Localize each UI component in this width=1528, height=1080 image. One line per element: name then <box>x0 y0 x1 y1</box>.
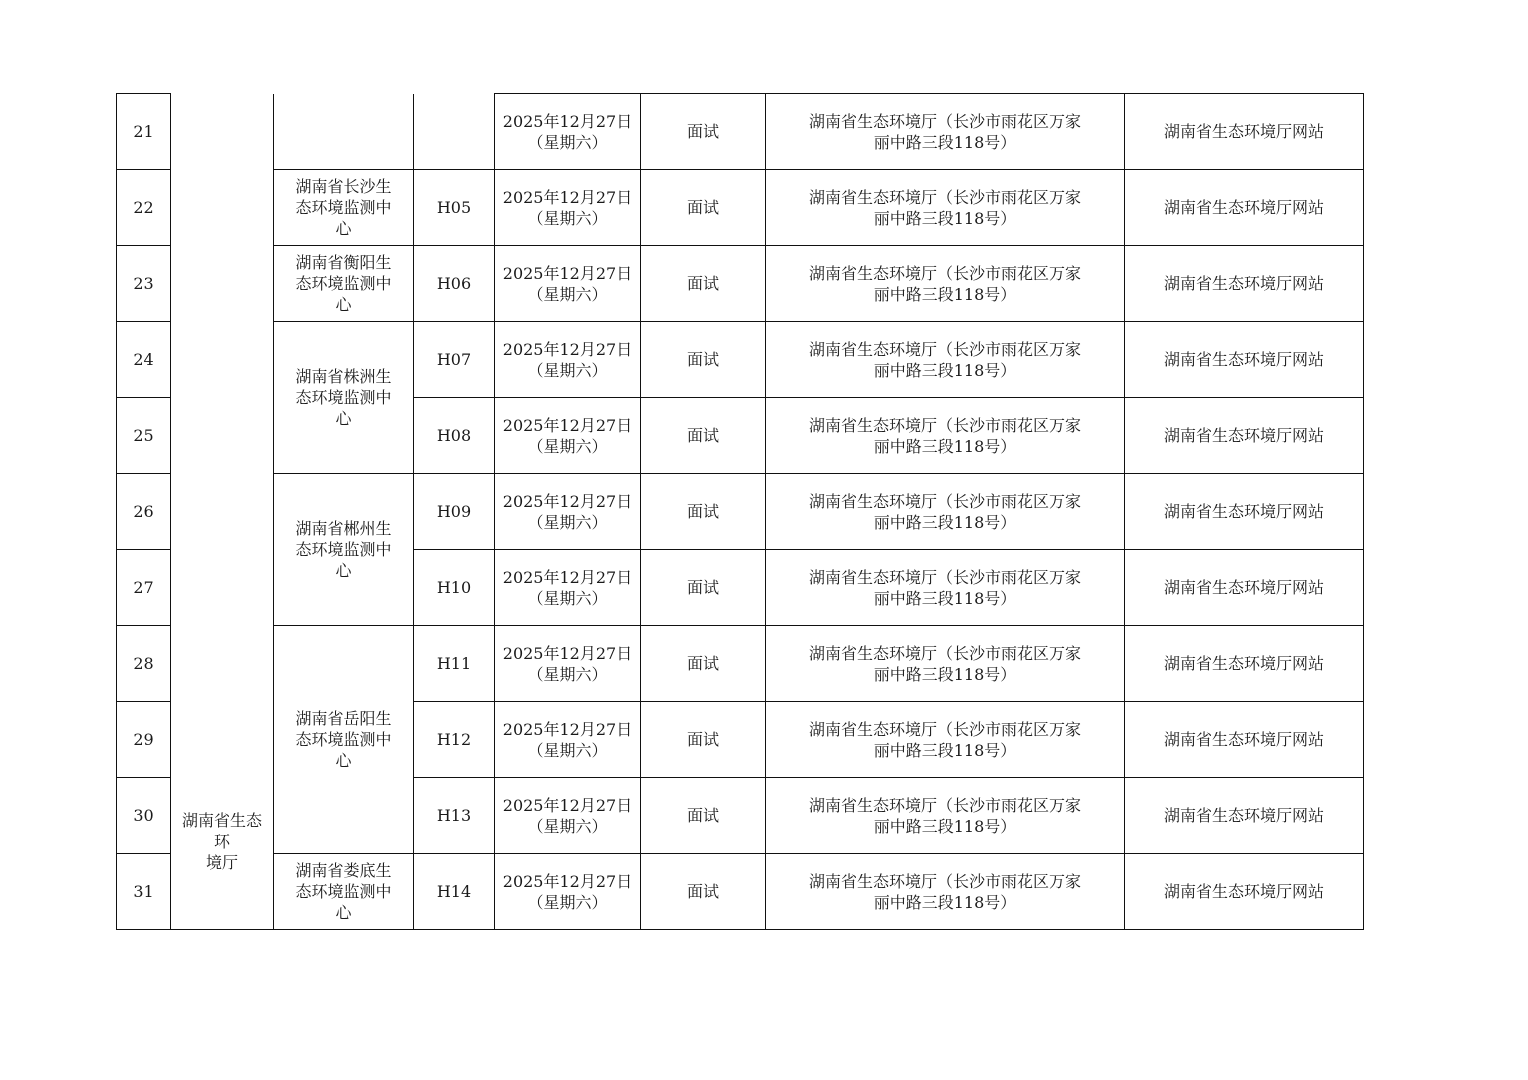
exam-location-cell <box>766 474 1125 550</box>
unit-cell <box>274 322 414 474</box>
position-code: H12 <box>414 702 495 778</box>
exam-weekday: （星期六） <box>527 512 608 532</box>
exam-location-line-2: 丽中路三段118号） <box>873 664 1017 684</box>
position-code <box>414 94 495 170</box>
exam-weekday: （星期六） <box>527 208 608 228</box>
exam-type: 面试 <box>641 626 766 702</box>
department-cell <box>171 94 274 930</box>
notice-website: 湖南省生态环境厅网站 <box>1125 322 1364 398</box>
exam-location-line-1: 湖南省生态环境厅（长沙市雨花区万家 <box>808 263 1081 283</box>
exam-weekday: （星期六） <box>527 436 608 456</box>
exam-location-line-1: 湖南省生态环境厅（长沙市雨花区万家 <box>808 567 1081 587</box>
exam-type: 面试 <box>641 702 766 778</box>
exam-location-cell <box>766 702 1125 778</box>
notice-website: 湖南省生态环境厅网站 <box>1125 94 1364 170</box>
unit-name-line-1: 湖南省娄底生 <box>295 861 392 880</box>
unit-name-line-2: 态环境监测中 <box>295 198 392 217</box>
notice-website: 湖南省生态环境厅网站 <box>1125 626 1364 702</box>
row-number: 22 <box>117 170 171 246</box>
position-code: H08 <box>414 398 495 474</box>
exam-location-line-1: 湖南省生态环境厅（长沙市雨花区万家 <box>808 871 1081 891</box>
exam-location-line-1: 湖南省生态环境厅（长沙市雨花区万家 <box>808 795 1081 815</box>
row-number: 31 <box>117 854 171 930</box>
exam-location-cell <box>766 626 1125 702</box>
position-code: H11 <box>414 626 495 702</box>
exam-date: 2025年12月27日 <box>502 871 633 891</box>
unit-name-line-2: 态环境监测中 <box>295 882 392 901</box>
exam-weekday: （星期六） <box>527 816 608 836</box>
exam-date-cell <box>495 246 641 322</box>
table-body <box>117 94 1364 930</box>
exam-location-cell <box>766 170 1125 246</box>
exam-location-line-1: 湖南省生态环境厅（长沙市雨花区万家 <box>808 111 1081 131</box>
exam-date: 2025年12月27日 <box>502 491 633 511</box>
exam-type: 面试 <box>641 170 766 246</box>
unit-cell <box>274 170 414 246</box>
notice-website: 湖南省生态环境厅网站 <box>1125 246 1364 322</box>
exam-location-line-1: 湖南省生态环境厅（长沙市雨花区万家 <box>808 339 1081 359</box>
exam-date: 2025年12月27日 <box>502 719 633 739</box>
unit-name-line-2: 态环境监测中 <box>295 730 392 749</box>
row-number: 30 <box>117 778 171 854</box>
exam-location-line-1: 湖南省生态环境厅（长沙市雨花区万家 <box>808 719 1081 739</box>
position-code: H13 <box>414 778 495 854</box>
exam-date: 2025年12月27日 <box>502 111 633 131</box>
row-number: 25 <box>117 398 171 474</box>
exam-location-cell <box>766 550 1125 626</box>
exam-date: 2025年12月27日 <box>502 187 633 207</box>
notice-website: 湖南省生态环境厅网站 <box>1125 550 1364 626</box>
exam-date-cell <box>495 398 641 474</box>
unit-cell <box>274 474 414 626</box>
exam-location-cell <box>766 246 1125 322</box>
exam-location-line-2: 丽中路三段118号） <box>873 132 1017 152</box>
unit-cell <box>274 626 414 854</box>
row-number: 26 <box>117 474 171 550</box>
notice-website: 湖南省生态环境厅网站 <box>1125 398 1364 474</box>
unit-cell <box>274 854 414 930</box>
exam-type: 面试 <box>641 94 766 170</box>
table-row <box>117 322 1364 398</box>
unit-name-line-3: 心 <box>335 903 352 922</box>
exam-date-cell <box>495 474 641 550</box>
exam-date-cell <box>495 702 641 778</box>
unit-name-line-1: 湖南省株洲生 <box>295 367 392 386</box>
exam-date: 2025年12月27日 <box>502 795 633 815</box>
row-number: 21 <box>117 94 171 170</box>
unit-name-line-1: 湖南省岳阳生 <box>295 709 392 728</box>
department-name-line-2: 境厅 <box>205 853 238 872</box>
position-code: H09 <box>414 474 495 550</box>
exam-weekday: （星期六） <box>527 360 608 380</box>
exam-weekday: （星期六） <box>527 664 608 684</box>
exam-weekday: （星期六） <box>527 132 608 152</box>
exam-location-line-1: 湖南省生态环境厅（长沙市雨花区万家 <box>808 491 1081 511</box>
unit-name-line-2: 态环境监测中 <box>295 540 392 559</box>
unit-name-line-3: 心 <box>335 561 352 580</box>
exam-date-cell <box>495 322 641 398</box>
unit-name-line-2: 态环境监测中 <box>295 388 392 407</box>
exam-weekday: （星期六） <box>527 740 608 760</box>
exam-location-line-2: 丽中路三段118号） <box>873 512 1017 532</box>
notice-website: 湖南省生态环境厅网站 <box>1125 170 1364 246</box>
row-number: 23 <box>117 246 171 322</box>
exam-location-line-2: 丽中路三段118号） <box>873 892 1017 912</box>
table-row <box>117 474 1364 550</box>
exam-date-cell <box>495 778 641 854</box>
exam-location-line-2: 丽中路三段118号） <box>873 360 1017 380</box>
exam-location-line-2: 丽中路三段118号） <box>873 588 1017 608</box>
exam-location-line-2: 丽中路三段118号） <box>873 740 1017 760</box>
unit-name-line-1: 湖南省衡阳生 <box>295 253 392 272</box>
exam-location-line-1: 湖南省生态环境厅（长沙市雨花区万家 <box>808 187 1081 207</box>
row-number: 27 <box>117 550 171 626</box>
unit-name-line-1: 湖南省郴州生 <box>295 519 392 538</box>
exam-weekday: （星期六） <box>527 588 608 608</box>
unit-name-line-3: 心 <box>335 219 352 238</box>
exam-type: 面试 <box>641 474 766 550</box>
table-row <box>117 854 1364 930</box>
exam-location-line-2: 丽中路三段118号） <box>873 284 1017 304</box>
exam-type: 面试 <box>641 550 766 626</box>
exam-type: 面试 <box>641 398 766 474</box>
unit-cell <box>274 246 414 322</box>
exam-date-cell <box>495 626 641 702</box>
exam-type: 面试 <box>641 854 766 930</box>
row-number: 24 <box>117 322 171 398</box>
exam-date: 2025年12月27日 <box>502 643 633 663</box>
position-code: H10 <box>414 550 495 626</box>
table-row <box>117 94 1364 170</box>
notice-website: 湖南省生态环境厅网站 <box>1125 702 1364 778</box>
exam-location-line-1: 湖南省生态环境厅（长沙市雨花区万家 <box>808 415 1081 435</box>
exam-location-cell <box>766 854 1125 930</box>
exam-weekday: （星期六） <box>527 284 608 304</box>
unit-name-line-2: 态环境监测中 <box>295 274 392 293</box>
row-number: 29 <box>117 702 171 778</box>
exam-date-cell <box>495 550 641 626</box>
exam-location-line-2: 丽中路三段118号） <box>873 816 1017 836</box>
department-name-line-1: 湖南省生态环 <box>181 811 262 851</box>
table-row <box>117 626 1364 702</box>
exam-type: 面试 <box>641 322 766 398</box>
unit-name-line-3: 心 <box>335 751 352 770</box>
exam-date-cell <box>495 170 641 246</box>
position-code: H06 <box>414 246 495 322</box>
table-row <box>117 170 1364 246</box>
exam-location-cell <box>766 778 1125 854</box>
row-number: 28 <box>117 626 171 702</box>
position-code: H05 <box>414 170 495 246</box>
position-code: H14 <box>414 854 495 930</box>
unit-name-line-3: 心 <box>335 409 352 428</box>
exam-location-line-2: 丽中路三段118号） <box>873 208 1017 228</box>
exam-date-cell <box>495 94 641 170</box>
unit-name-line-1: 湖南省长沙生 <box>295 177 392 196</box>
exam-type: 面试 <box>641 246 766 322</box>
exam-location-cell <box>766 322 1125 398</box>
exam-weekday: （星期六） <box>527 892 608 912</box>
notice-website: 湖南省生态环境厅网站 <box>1125 474 1364 550</box>
exam-schedule-table <box>116 93 1364 930</box>
exam-date: 2025年12月27日 <box>502 567 633 587</box>
exam-type: 面试 <box>641 778 766 854</box>
exam-date-cell <box>495 854 641 930</box>
exam-location-line-2: 丽中路三段118号） <box>873 436 1017 456</box>
exam-date: 2025年12月27日 <box>502 263 633 283</box>
exam-location-line-1: 湖南省生态环境厅（长沙市雨花区万家 <box>808 643 1081 663</box>
exam-date: 2025年12月27日 <box>502 415 633 435</box>
notice-website: 湖南省生态环境厅网站 <box>1125 854 1364 930</box>
table-row <box>117 246 1364 322</box>
unit-name-line-3: 心 <box>335 295 352 314</box>
notice-website: 湖南省生态环境厅网站 <box>1125 778 1364 854</box>
exam-date: 2025年12月27日 <box>502 339 633 359</box>
exam-location-cell <box>766 398 1125 474</box>
unit-cell <box>274 94 414 170</box>
exam-location-cell <box>766 94 1125 170</box>
position-code: H07 <box>414 322 495 398</box>
